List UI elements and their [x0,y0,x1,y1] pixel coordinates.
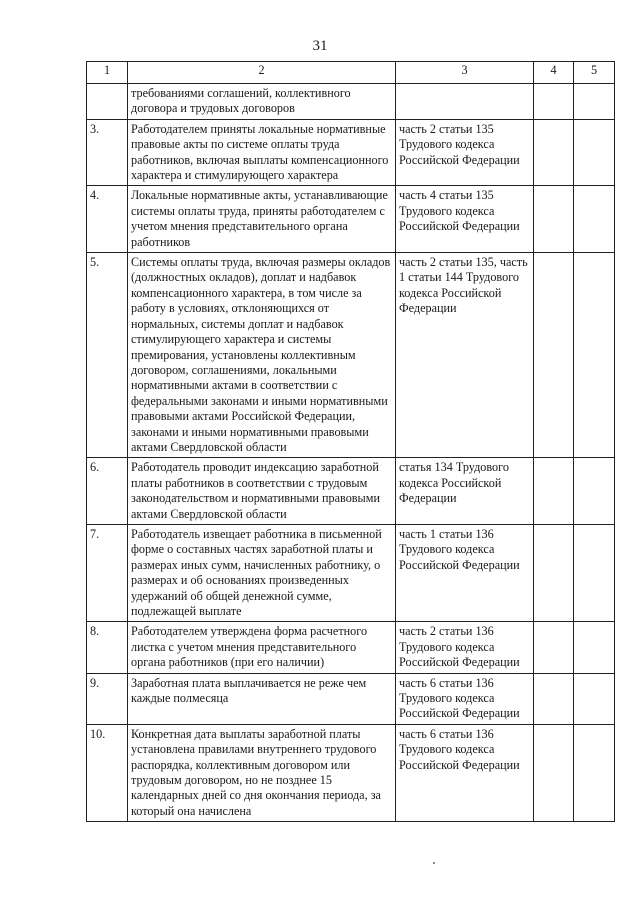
note-cell [574,119,615,186]
table-row [87,186,615,253]
note-cell [574,673,615,724]
row-number: 8. [87,622,128,673]
table-body [87,84,615,822]
legal-reference: часть 2 статьи 135, часть 1 статьи 144 Трудового кодекса Российской Федерации [396,253,534,458]
row-number: 4. [87,186,128,253]
row-number: 7. [87,524,128,621]
row-number: 10. [87,724,128,821]
note-cell [574,524,615,621]
legal-reference: часть 6 статьи 136 Трудового кодекса Российской Федерации [396,673,534,724]
column-header-4: 4 [534,62,574,84]
requirement-text: Конкретная дата выплаты заработной платы установлена правилами внутреннего трудового распорядка, коллективным договором или трудовым договором, но не позднее 15 календарных дней со дня окончания периода, за который она начислена [128,724,396,821]
note-cell [574,84,615,120]
legal-reference [396,84,534,120]
checklist-table [86,61,615,822]
table-row [87,673,615,724]
note-cell [574,186,615,253]
row-number: 5. [87,253,128,458]
requirement-text: требованиями соглашений, коллективного договора и трудовых договоров [128,84,396,120]
legal-reference: часть 1 статьи 136 Трудового кодекса Российской Федерации [396,524,534,621]
requirement-text: Системы оплаты труда, включая размеры окладов (должностных окладов), доплат и надбавок компенсационного характера, в том числе за работу в условиях, отклоняющихся от нормальных, системы доплат и надбавок стимулирующего характера и системы премирования, установлены коллективным договором, соглашениями, локальными нормативными актами в соответствии с федеральными законами и иными нормативными правовыми актами Российской Федерации, законами и иными нормативными правовыми актами Свердловской области [128,253,396,458]
answer-cell [534,186,574,253]
row-number: 6. [87,458,128,525]
requirement-text: Работодатель извещает работника в письменной форме о составных частях заработной платы и размерах иных сумм, начисленных работнику, о размерах и об основаниях произведенных удержаний об общей денежной сумме, подлежащей выплате [128,524,396,621]
answer-cell [534,119,574,186]
requirement-text: Работодателем приняты локальные нормативные правовые акты по системе оплаты труда работников, включая выплаты компенсационного характера и стимулирующего характера [128,119,396,186]
table-row [87,524,615,621]
requirement-text: Локальные нормативные акты, устанавливающие системы оплаты труда, приняты работодателем с учетом мнения представительного органа работников [128,186,396,253]
row-number [87,84,128,120]
column-header-2: 2 [128,62,396,84]
column-header-1: 1 [87,62,128,84]
requirement-text: Работодателем утверждена форма расчетного листка с учетом мнения представительного органа работников (при его наличии) [128,622,396,673]
table-row [87,84,615,120]
note-cell [574,458,615,525]
requirement-text: Заработная плата выплачивается не реже чем каждые полмесяца [128,673,396,724]
legal-reference: часть 6 статьи 136 Трудового кодекса Российской Федерации [396,724,534,821]
row-number: 3. [87,119,128,186]
note-cell [574,724,615,821]
answer-cell [534,622,574,673]
answer-cell [534,724,574,821]
column-header-3: 3 [396,62,534,84]
row-number: 9. [87,673,128,724]
answer-cell [534,524,574,621]
answer-cell [534,458,574,525]
table-row [87,253,615,458]
table-row [87,119,615,186]
table-row [87,622,615,673]
requirement-text: Работодатель проводит индексацию заработной платы работников в соответствии с трудовым законодательством и нормативными правовыми актами Свердловской области [128,458,396,525]
legal-reference: часть 2 статьи 136 Трудового кодекса Российской Федерации [396,622,534,673]
legal-reference: часть 2 статьи 135 Трудового кодекса Российской Федерации [396,119,534,186]
page-number: 31 [312,38,328,54]
answer-cell [534,84,574,120]
table-row [87,458,615,525]
header-row [87,62,615,84]
legal-reference: статья 134 Трудового кодекса Российской Федерации [396,458,534,525]
column-header-5: 5 [574,62,615,84]
answer-cell [534,673,574,724]
legal-reference: часть 4 статьи 135 Трудового кодекса Российской Федерации [396,186,534,253]
note-cell [574,253,615,458]
table-row [87,724,615,821]
answer-cell [534,253,574,458]
scan-speck [433,862,435,864]
note-cell [574,622,615,673]
